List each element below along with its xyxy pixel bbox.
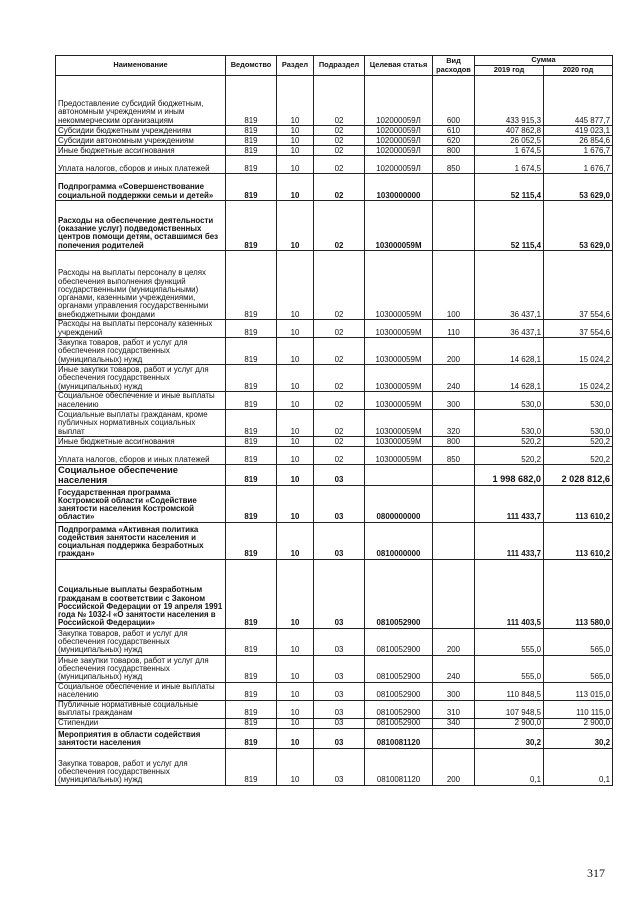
row-target: 0810081120 [365,748,433,785]
row-subsection: 02 [314,146,365,156]
row-value-2020: 30,2 [544,728,613,748]
row-target: 102000059Л [365,146,433,156]
row-value-2019: 555,0 [475,655,544,682]
row-section: 10 [277,655,314,682]
row-value-2020: 53 629,0 [544,201,613,251]
row-value-2020: 445 877,7 [544,76,613,126]
row-subsection: 02 [314,447,365,465]
row-value-2019: 530,0 [475,410,544,437]
table-row [56,146,613,156]
table-row [56,465,613,486]
row-kind: 320 [433,410,475,437]
row-dept: 819 [226,728,277,748]
row-kind: 200 [433,748,475,785]
row-subsection: 02 [314,156,365,174]
row-section: 10 [277,410,314,437]
row-value-2019: 1 674,5 [475,156,544,174]
row-kind: 800 [433,437,475,447]
row-subsection: 02 [314,365,365,392]
row-kind [433,522,475,559]
row-target: 103000059М [365,201,433,251]
row-name: Закупка товаров, работ и услуг для обеспечения государственных (муниципальных) нужд [56,628,226,655]
row-name: Иные бюджетные ассигнования [56,146,226,156]
row-value-2020: 15 024,2 [544,338,613,365]
row-subsection: 03 [314,700,365,718]
row-kind: 340 [433,718,475,728]
row-name: Расходы на обеспечение деятельности (оказание услуг) подведомственных центров помощи детям, оставшимся без попечения родителей [56,201,226,251]
row-target: 103000059М [365,447,433,465]
table-row [56,628,613,655]
row-value-2020: 1 676,7 [544,146,613,156]
row-subsection: 02 [314,174,365,201]
row-kind: 100 [433,251,475,320]
row-kind: 310 [433,700,475,718]
row-target: 103000059М [365,392,433,410]
row-subsection: 03 [314,728,365,748]
table-row [56,682,613,700]
table-row [56,156,613,174]
row-name: Закупка товаров, работ и услуг для обеспечения государственных (муниципальных) нужд [56,338,226,365]
row-dept: 819 [226,437,277,447]
row-kind [433,485,475,522]
row-name: Стипендии [56,718,226,728]
row-kind [433,465,475,486]
row-target: 103000059М [365,251,433,320]
table-row [56,201,613,251]
table-row [56,136,613,146]
row-section: 10 [277,251,314,320]
row-dept: 819 [226,392,277,410]
row-section: 10 [277,76,314,126]
row-subsection: 02 [314,320,365,338]
row-subsection: 03 [314,485,365,522]
row-section: 10 [277,136,314,146]
table-row [56,320,613,338]
row-kind: 610 [433,126,475,136]
row-value-2020: 520,2 [544,447,613,465]
row-subsection: 03 [314,628,365,655]
row-dept: 819 [226,522,277,559]
row-subsection: 03 [314,522,365,559]
row-target: 0800000000 [365,485,433,522]
row-section: 10 [277,447,314,465]
row-kind: 800 [433,146,475,156]
row-section: 10 [277,201,314,251]
row-value-2020: 110 115,0 [544,700,613,718]
header-dept: Ведомство [226,56,277,76]
row-name: Государственная программа Костромской области «Содействие занятости населения Костромской области» [56,485,226,522]
row-target: 0810052900 [365,628,433,655]
row-section: 10 [277,559,314,628]
row-dept: 819 [226,655,277,682]
row-kind: 300 [433,392,475,410]
table-row [56,174,613,201]
row-section: 10 [277,365,314,392]
table-row [56,522,613,559]
table-row [56,748,613,785]
row-dept: 819 [226,76,277,126]
row-target: 0810052900 [365,718,433,728]
row-dept: 819 [226,628,277,655]
row-section: 10 [277,485,314,522]
budget-table [55,55,613,786]
row-subsection: 03 [314,559,365,628]
row-name: Социальное обеспечение населения [56,465,226,486]
table-row [56,410,613,437]
row-dept: 819 [226,146,277,156]
row-dept: 819 [226,251,277,320]
row-subsection: 02 [314,136,365,146]
row-kind: 620 [433,136,475,146]
row-dept: 819 [226,465,277,486]
row-name: Социальные выплаты безработным гражданам в соответствии с Законом Российской Федерации от 19 апреля 1991 года № 1032-I «О занятости населения в Российской Федерации» [56,559,226,628]
table-row [56,365,613,392]
row-target: 0810081120 [365,728,433,748]
row-value-2020: 2 900,0 [544,718,613,728]
row-value-2020: 1 676,7 [544,156,613,174]
table-row [56,718,613,728]
row-dept: 819 [226,485,277,522]
row-section: 10 [277,628,314,655]
row-name: Мероприятия в области содействия занятости населения [56,728,226,748]
row-target: 102000059Л [365,136,433,146]
row-kind [433,201,475,251]
row-section: 10 [277,338,314,365]
row-value-2020: 113 610,2 [544,522,613,559]
row-value-2020: 37 554,6 [544,251,613,320]
table-row [56,392,613,410]
row-kind [433,728,475,748]
header-section: Раздел [277,56,314,76]
row-value-2019: 530,0 [475,392,544,410]
row-value-2020: 113 015,0 [544,682,613,700]
row-section: 10 [277,682,314,700]
row-value-2019: 433 915,3 [475,76,544,126]
row-name: Подпрограмма «Совершенствование социальной поддержки семьи и детей» [56,174,226,201]
row-value-2019: 110 848,5 [475,682,544,700]
row-kind: 850 [433,447,475,465]
row-value-2020: 530,0 [544,410,613,437]
row-dept: 819 [226,718,277,728]
row-section: 10 [277,146,314,156]
row-name: Публичные нормативные социальные выплаты гражданам [56,700,226,718]
row-value-2020: 53 629,0 [544,174,613,201]
row-dept: 819 [226,136,277,146]
row-dept: 819 [226,320,277,338]
row-section: 10 [277,748,314,785]
row-section: 10 [277,700,314,718]
row-dept: 819 [226,174,277,201]
row-value-2019: 1 674,5 [475,146,544,156]
row-kind: 300 [433,682,475,700]
row-name: Субсидии бюджетным учреждениям [56,126,226,136]
row-dept: 819 [226,447,277,465]
row-kind: 600 [433,76,475,126]
row-subsection: 03 [314,465,365,486]
row-name: Расходы на выплаты персоналу в целях обеспечения выполнения функций государственными (муниципальными) органами, казенными учреждениями, органами управления государственными внебюджетными фондами [56,251,226,320]
row-value-2019: 14 628,1 [475,338,544,365]
row-target: 102000059Л [365,76,433,126]
row-kind [433,174,475,201]
row-dept: 819 [226,201,277,251]
row-name: Иные бюджетные ассигнования [56,437,226,447]
row-subsection: 02 [314,76,365,126]
header-name: Наименование [56,56,226,76]
row-value-2019: 520,2 [475,437,544,447]
row-value-2020: 113 580,0 [544,559,613,628]
row-subsection: 02 [314,251,365,320]
row-kind: 850 [433,156,475,174]
row-subsection: 02 [314,338,365,365]
row-target: 103000059М [365,320,433,338]
row-subsection: 02 [314,437,365,447]
row-subsection: 02 [314,126,365,136]
table-row [56,76,613,126]
row-dept: 819 [226,700,277,718]
row-name: Иные закупки товаров, работ и услуг для обеспечения государственных (муниципальных) нужд [56,365,226,392]
header-subsection: Подраздел [314,56,365,76]
row-subsection: 02 [314,410,365,437]
row-target [365,465,433,486]
row-section: 10 [277,156,314,174]
row-value-2019: 520,2 [475,447,544,465]
row-section: 10 [277,174,314,201]
row-dept: 819 [226,156,277,174]
row-value-2019: 36 437,1 [475,320,544,338]
row-dept: 819 [226,365,277,392]
row-section: 10 [277,126,314,136]
table-row [56,447,613,465]
row-target: 103000059М [365,437,433,447]
table-row [56,700,613,718]
row-value-2019: 36 437,1 [475,251,544,320]
page-number: 317 [587,866,605,880]
row-section: 10 [277,465,314,486]
row-value-2020: 565,0 [544,628,613,655]
row-value-2020: 15 024,2 [544,365,613,392]
row-target: 0810000000 [365,522,433,559]
row-value-2019: 111 433,7 [475,485,544,522]
header-year-2019: 2019 год [475,66,544,76]
row-target: 102000059Л [365,156,433,174]
row-value-2019: 407 862,8 [475,126,544,136]
table-row [56,437,613,447]
row-subsection: 03 [314,682,365,700]
row-value-2020: 2 028 812,6 [544,465,613,486]
row-kind: 240 [433,365,475,392]
row-value-2019: 111 433,7 [475,522,544,559]
row-target: 0810052900 [365,559,433,628]
row-target: 103000059М [365,410,433,437]
row-dept: 819 [226,559,277,628]
row-value-2019: 1 998 682,0 [475,465,544,486]
row-kind: 110 [433,320,475,338]
row-subsection: 02 [314,392,365,410]
row-name: Уплата налогов, сборов и иных платежей [56,156,226,174]
table-row [56,655,613,682]
row-section: 10 [277,437,314,447]
row-subsection: 03 [314,655,365,682]
table-row [56,251,613,320]
table-row [56,728,613,748]
row-name: Субсидии автономным учреждениям [56,136,226,146]
row-target: 0810052900 [365,682,433,700]
header-year-2020: 2020 год [544,66,613,76]
row-target: 0810052900 [365,655,433,682]
table-body [56,76,613,786]
row-value-2020: 530,0 [544,392,613,410]
row-section: 10 [277,392,314,410]
row-section: 10 [277,522,314,559]
row-value-2020: 520,2 [544,437,613,447]
row-name: Закупка товаров, работ и услуг для обеспечения государственных (муниципальных) нужд [56,748,226,785]
header-kind: Вид расходов [433,56,475,76]
header-sum: Сумма [475,56,613,66]
row-subsection: 03 [314,748,365,785]
row-target: 1030000000 [365,174,433,201]
row-value-2019: 555,0 [475,628,544,655]
table-row [56,126,613,136]
row-value-2019: 30,2 [475,728,544,748]
row-value-2020: 0,1 [544,748,613,785]
row-dept: 819 [226,410,277,437]
row-name: Подпрограмма «Активная политика содействия занятости населения и социальная поддержка безработных граждан» [56,522,226,559]
row-section: 10 [277,718,314,728]
row-kind: 200 [433,628,475,655]
row-subsection: 02 [314,201,365,251]
row-section: 10 [277,728,314,748]
row-dept: 819 [226,682,277,700]
row-value-2020: 26 854,6 [544,136,613,146]
row-value-2020: 565,0 [544,655,613,682]
row-name: Социальные выплаты гражданам, кроме публичных нормативных социальных выплат [56,410,226,437]
row-name: Социальное обеспечение и иные выплаты населению [56,392,226,410]
row-name: Иные закупки товаров, работ и услуг для обеспечения государственных (муниципальных) нужд [56,655,226,682]
row-name: Уплата налогов, сборов и иных платежей [56,447,226,465]
row-section: 10 [277,320,314,338]
row-name: Предоставление субсидий бюджетным, автономным учреждениям и иным некоммерческим организациям [56,76,226,126]
row-value-2019: 26 052,5 [475,136,544,146]
row-value-2020: 113 610,2 [544,485,613,522]
row-value-2020: 37 554,6 [544,320,613,338]
row-value-2019: 0,1 [475,748,544,785]
row-subsection: 03 [314,718,365,728]
row-value-2019: 2 900,0 [475,718,544,728]
row-value-2019: 52 115,4 [475,174,544,201]
header-target: Целевая статья [365,56,433,76]
table-row [56,559,613,628]
row-dept: 819 [226,338,277,365]
row-value-2019: 107 948,5 [475,700,544,718]
row-value-2019: 14 628,1 [475,365,544,392]
row-target: 0810052900 [365,700,433,718]
row-value-2020: 419 023,1 [544,126,613,136]
row-target: 102000059Л [365,126,433,136]
row-dept: 819 [226,748,277,785]
table-row [56,485,613,522]
row-kind: 240 [433,655,475,682]
row-value-2019: 52 115,4 [475,201,544,251]
row-target: 103000059М [365,365,433,392]
row-kind: 200 [433,338,475,365]
row-kind [433,559,475,628]
row-value-2019: 111 403,5 [475,559,544,628]
row-dept: 819 [226,126,277,136]
row-name: Расходы на выплаты персоналу казенных учреждений [56,320,226,338]
row-target: 103000059М [365,338,433,365]
table-row [56,338,613,365]
row-name: Социальное обеспечение и иные выплаты населению [56,682,226,700]
